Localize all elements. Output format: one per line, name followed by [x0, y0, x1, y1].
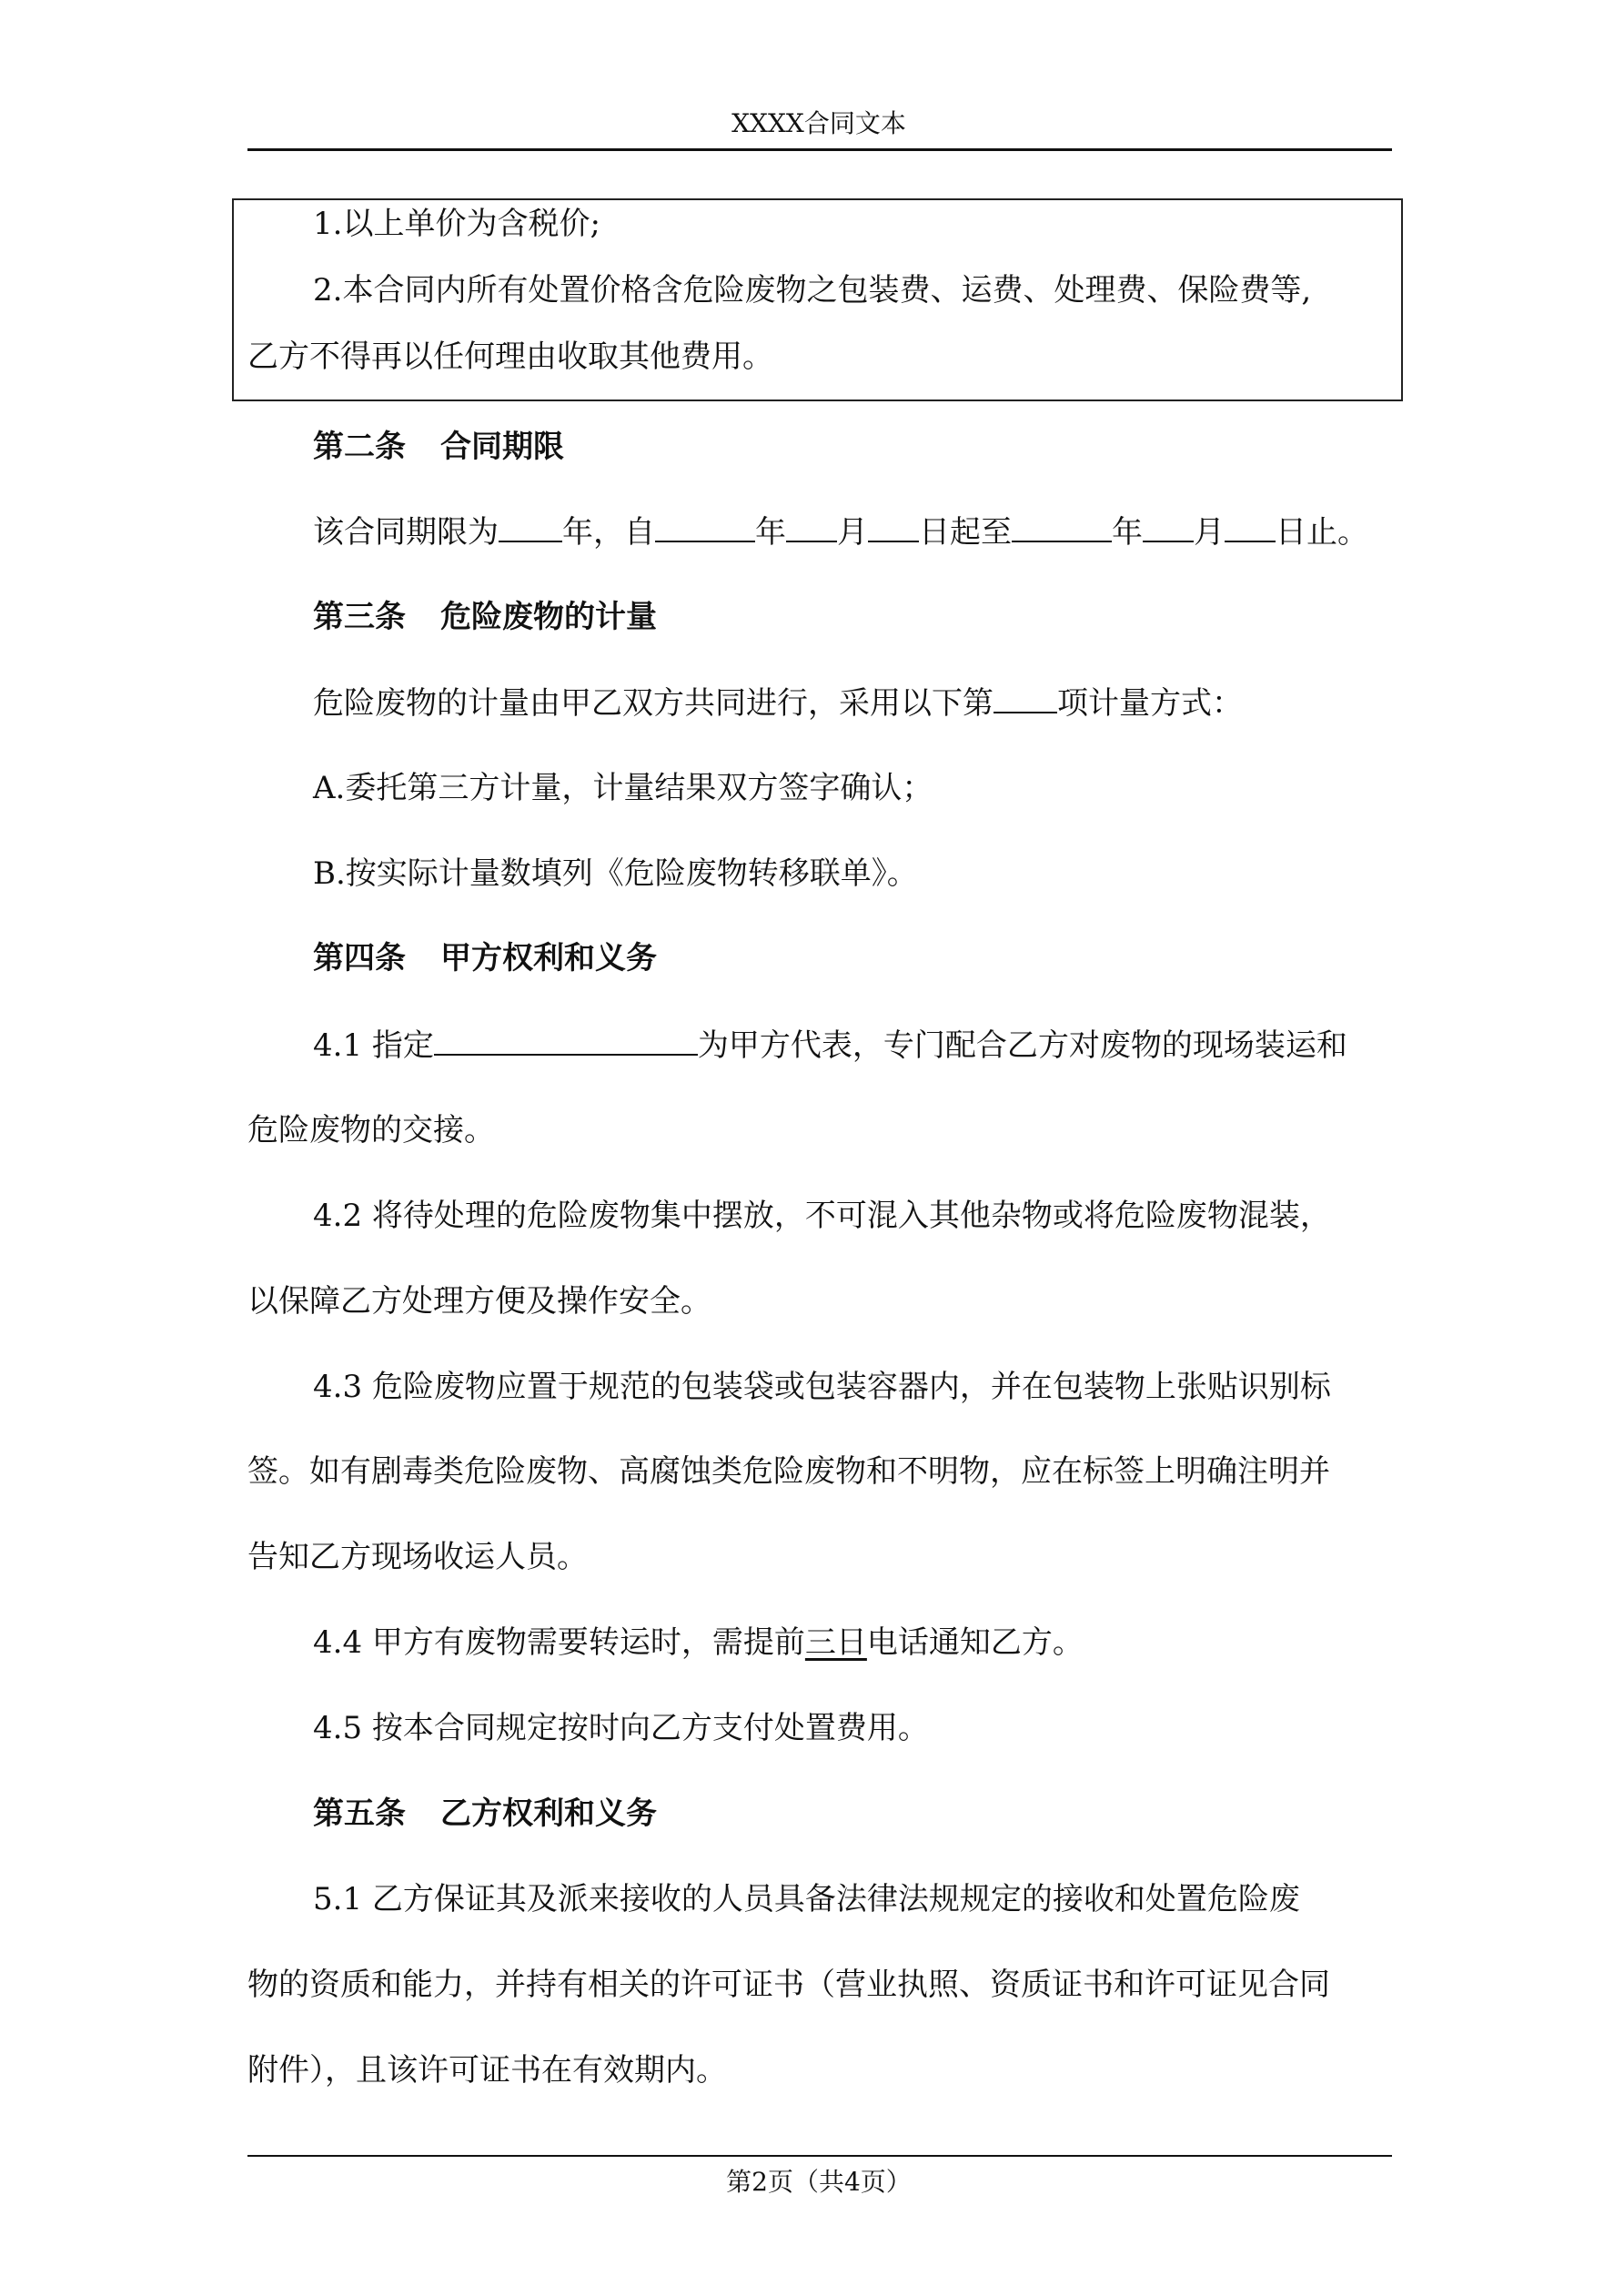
- term-text-1: 该合同期限为: [313, 514, 499, 551]
- measurement-option-b: B.按实际计量数填列《危险废物转移联单》。: [313, 855, 918, 892]
- clause-5-1-line-3: 附件），且该许可证书在有效期内。: [247, 2052, 727, 2089]
- article-4-heading: [313, 940, 657, 976]
- start-year-blank: [655, 513, 755, 542]
- clause-4-4-text-b: 电话通知乙方。: [866, 1624, 1084, 1661]
- clause-4-4-text-a: 4.4 甲方有废物需要转运时，需提前: [313, 1624, 805, 1661]
- measurement-option-a: A.委托第三方计量，计量结果双方签字确认；: [313, 770, 933, 806]
- article-2-number: 第二条: [313, 429, 406, 465]
- clause-4-2-line-1: 4.2 将待处理的危险废物集中摆放，不可混入其他杂物或将危险废物混装，: [313, 1198, 1331, 1234]
- representative-blank: [434, 1027, 698, 1056]
- notice-period: 三日: [804, 1624, 867, 1661]
- term-text-6: 年: [1112, 514, 1143, 551]
- term-text-5: 日起至: [919, 514, 1012, 551]
- clause-5-1-line-2: 物的资质和能力，并持有相关的许可证书（营业执照、资质证书和许可证见合同: [247, 1967, 1330, 2003]
- clause-4-3-line-2: 签。如有剧毒类危险废物、高腐蚀类危险废物和不明物，应在标签上明确注明并: [247, 1453, 1330, 1490]
- article-3-number: 第三条: [313, 599, 406, 635]
- term-text-8: 日止。: [1276, 514, 1368, 551]
- contract-term-line: [313, 513, 1368, 551]
- start-day-blank: [868, 513, 919, 542]
- clause-4-5: 4.5 按本合同规定按时向乙方支付处置费用。: [313, 1710, 929, 1746]
- note-line-1: 1.以上单价为含税价;: [313, 206, 600, 242]
- clause-4-4: [313, 1624, 1084, 1661]
- clause-4-1-text-a: 4.1 指定: [313, 1027, 434, 1064]
- clause-4-1-line-1: [313, 1027, 1347, 1064]
- article-5-heading: [313, 1795, 657, 1832]
- start-month-blank: [786, 513, 837, 542]
- article-3-title: 危险废物的计量: [440, 599, 657, 635]
- article-2-heading: [313, 429, 564, 465]
- article-4-number: 第四条: [313, 940, 406, 976]
- term-text-3: 年: [755, 514, 786, 551]
- end-day-blank: [1225, 513, 1276, 542]
- page-header: XXXX合同文本: [731, 108, 906, 138]
- note-line-3: 乙方不得再以任何理由收取其他费用。: [247, 339, 773, 375]
- clause-4-1-line-2: 危险废物的交接。: [247, 1112, 495, 1148]
- end-year-blank: [1012, 513, 1112, 542]
- clause-4-3-line-3: 告知乙方现场收运人员。: [247, 1539, 588, 1575]
- term-text-2: 年，自: [562, 514, 655, 551]
- measurement-text-2: 项计量方式：: [1057, 685, 1243, 722]
- article-5-title: 乙方权利和义务: [440, 1795, 657, 1832]
- clause-4-3-line-1: 4.3 危险废物应置于规范的包装袋或包装容器内，并在包装物上张贴识别标: [313, 1369, 1331, 1405]
- article-5-number: 第五条: [313, 1795, 406, 1832]
- article-4-title: 甲方权利和义务: [440, 940, 657, 976]
- article-2-title: 合同期限: [440, 429, 564, 465]
- term-text-4: 月: [837, 514, 868, 551]
- header-rule: [247, 148, 1392, 151]
- note-line-2: 2.本合同内所有处置价格含危险废物之包装费、运费、处理费、保险费等,: [313, 272, 1312, 308]
- clause-5-1-line-1: 5.1 乙方保证其及派来接收的人员具备法律法规规定的接收和处置危险废: [313, 1881, 1300, 1917]
- clause-4-1-text-b: 为甲方代表，专门配合乙方对废物的现场装运和: [697, 1027, 1347, 1064]
- footer-rule: [247, 2155, 1392, 2157]
- page-number: 第2页（共4页）: [726, 2167, 912, 2197]
- term-text-7: 月: [1194, 514, 1225, 551]
- measurement-text-1: 危险废物的计量由甲乙双方共同进行，采用以下第: [313, 685, 994, 722]
- article-3-heading: [313, 599, 657, 635]
- measurement-method-line: [313, 684, 1243, 722]
- end-month-blank: [1143, 513, 1194, 542]
- term-years-blank: [499, 513, 562, 542]
- measurement-option-blank: [994, 684, 1057, 713]
- clause-4-2-line-2: 以保障乙方处理方便及操作安全。: [247, 1283, 711, 1320]
